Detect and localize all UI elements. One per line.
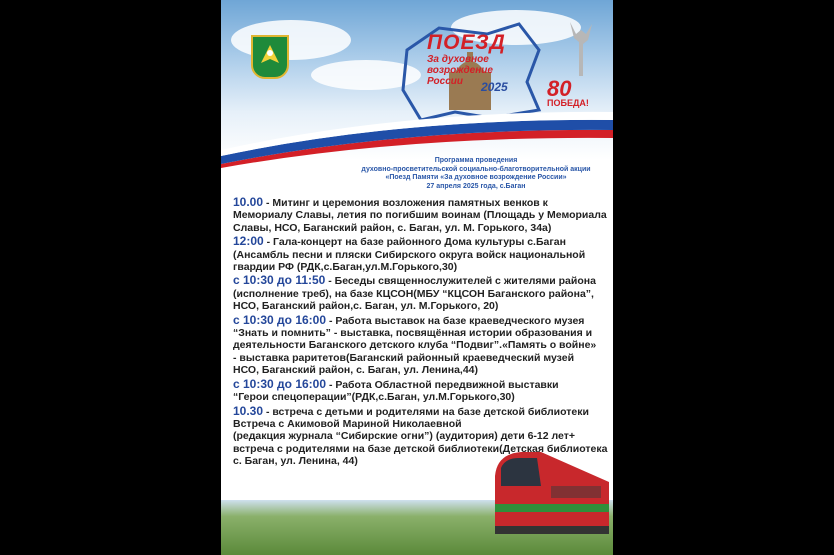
program-header xyxy=(341,157,611,191)
program-list xyxy=(233,196,611,469)
item-text: деятельности Баганского детского клуба “Подвиг”.«Память о войне» xyxy=(233,339,597,352)
item-time: 10.00 xyxy=(233,195,264,209)
logo-subtitle-line: России xyxy=(427,76,463,87)
item-text: - встреча с детьми и родителями на базе детской библиотеки xyxy=(265,405,589,418)
item-text: - Беседы священнослужителей с жителями района xyxy=(328,275,596,288)
logo-subtitle-line: возрождение xyxy=(427,65,493,76)
program-item xyxy=(233,235,611,273)
item-text: встреча с родителями на базе детской библиотеки(Детская библиотека xyxy=(233,442,608,455)
coat-of-arms-icon xyxy=(251,35,289,79)
logo-subtitle-line: За духовное xyxy=(427,54,489,65)
item-text: (исполнение треб), на базе КЦСОН(МБУ “КЦСОН Баганского района”, xyxy=(233,287,594,300)
program-item xyxy=(233,378,611,404)
item-text: Мемориалу Славы, летия по погибшим воинам (Площадь у Мемориала xyxy=(233,209,607,222)
header-line: духовно-просветительской социально-благотворительной акции xyxy=(361,165,591,173)
item-text: гвардии РФ (РДК,с.Баган,ул.М.Горького,30) xyxy=(233,261,458,274)
item-text: НСО, Баганский район,с. Баган, ул. М.Горького, 20) xyxy=(233,300,499,313)
item-time: 12:00 xyxy=(233,234,264,249)
monument-icon xyxy=(566,20,596,76)
item-text: с. Баган, ул. Ленина, 44) xyxy=(233,455,358,468)
cloud xyxy=(231,20,351,60)
item-time: 10.30 xyxy=(233,403,264,418)
program-item xyxy=(233,314,611,377)
program-item xyxy=(233,274,611,312)
victory-number: 80 xyxy=(547,76,572,101)
victory-label: ПОБЕДА! xyxy=(547,98,589,108)
item-time: с 10:30 до 16:00 xyxy=(233,376,327,391)
item-text: - выставка раритетов(Баганский районный краеведческий музей xyxy=(233,351,575,364)
item-text: (редакция журнала “Сибирские огни”) (аудитория) дети 6-12 лет+ xyxy=(233,430,576,443)
item-text: (Ансамбль песни и пляски Сибирского округа войск национальной xyxy=(233,248,586,261)
header-line: Программа проведения xyxy=(434,157,518,164)
item-text: - Митинг и церемония возложения памятных венков к xyxy=(265,197,548,209)
item-text: Встреча с Акимовой Мариной Николаевной xyxy=(233,417,462,430)
train-icon xyxy=(491,446,613,536)
item-time: с 10:30 до 11:50 xyxy=(233,273,326,288)
item-text: - Работа Областной передвижной выставки xyxy=(328,378,559,391)
item-text: - Работа выставок на базе краеведческого музея xyxy=(328,314,585,327)
item-text: “Знать и помнить” - выставка, посвящённая истории образования и xyxy=(233,327,593,340)
logo-title: ПОЕЗД xyxy=(427,31,506,54)
item-text: “Герои спецоперации”(РДК,с.Баган, ул.М.Горького,30) xyxy=(233,391,515,404)
item-text: - Гала-концерт на базе районного Дома культуры с.Баган xyxy=(266,236,566,249)
item-text: Славы, НСО, Баганский район, с. Баган, ул. М. Горького, 34а) xyxy=(233,221,552,234)
program-item xyxy=(233,196,611,234)
header-line: 27 апреля 2025 года, с.Баган xyxy=(426,182,526,190)
item-text: НСО, Баганский район, с. Баган, ул. Ленина,44) xyxy=(233,364,479,377)
header-line: «Поезд Памяти «За духовное возрождение России» xyxy=(385,174,567,181)
poster xyxy=(221,0,613,555)
item-time: с 10:30 до 16:00 xyxy=(233,312,327,327)
logo-year: 2025 xyxy=(481,80,508,94)
